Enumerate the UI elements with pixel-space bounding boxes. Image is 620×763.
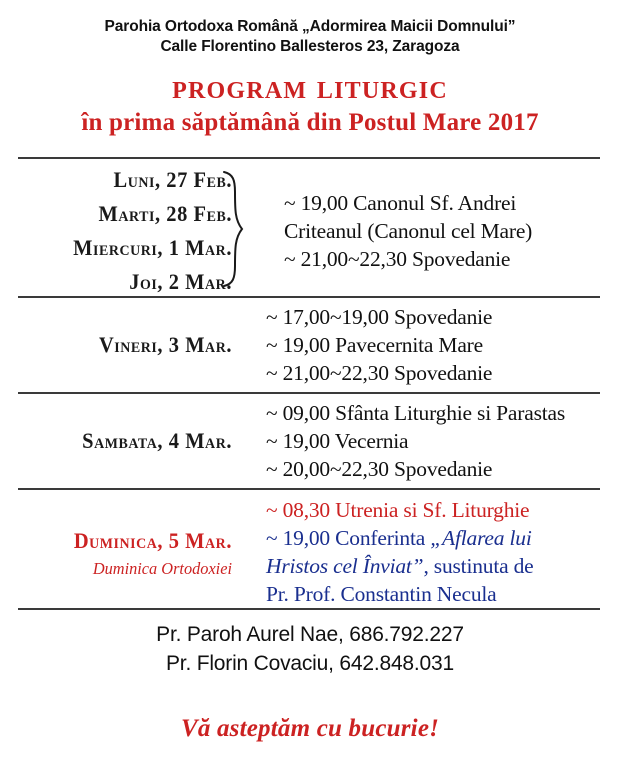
item-column — [240, 189, 600, 273]
schedule-item: ~ 19,00 Pavecernita Mare — [266, 333, 483, 357]
footer — [0, 620, 620, 744]
day-column — [18, 524, 240, 580]
schedule-item: Hristos cel Înviat”, sustinuta de — [266, 554, 534, 578]
parish-name: Parohia Ortodoxa Română „Adormirea Maicii Domnului” — [104, 18, 516, 35]
day-label: Luni, 27 Feb. — [113, 167, 232, 192]
day-sublabel: Duminica Ortodoxiei — [92, 559, 232, 578]
divider-3 — [18, 392, 600, 394]
schedule-item: ~ 09,00 Sfânta Liturghie si Parastas — [266, 401, 566, 425]
page-subtitle: în prima săptămână din Postul Mare 2017 — [81, 109, 539, 136]
header — [0, 0, 620, 57]
schedule-item: ~ 19,00 Vecernia — [266, 429, 409, 453]
schedule-block-friday — [18, 303, 600, 387]
contact-line: Pr. Florin Covaciu, 642.848.031 — [166, 652, 454, 675]
schedule-item: ~ 20,00~22,30 Spovedanie — [266, 457, 493, 481]
schedule-item: ~ 17,00~19,00 Spovedanie — [266, 305, 493, 329]
divider-5 — [18, 608, 600, 610]
day-column — [18, 328, 240, 362]
day-label: Duminica, 5 Mar. — [73, 528, 232, 553]
item-column — [240, 496, 600, 608]
title-block — [0, 70, 620, 138]
schedule-block-saturday — [18, 399, 600, 483]
item-column — [240, 303, 600, 387]
conference-title-italic: „Aflarea lui — [430, 526, 532, 550]
schedule-block-sunday — [18, 496, 600, 608]
schedule-item: ~ 21,00~22,30 Spovedanie — [284, 247, 511, 271]
day-label: Miercuri, 1 Mar. — [73, 235, 232, 260]
item-column — [240, 399, 600, 483]
day-label: Vineri, 3 Mar. — [98, 332, 232, 357]
closing-message: Vă asteptăm cu bucurie! — [180, 715, 440, 742]
conference-title-italic: Hristos cel Înviat” — [266, 554, 424, 578]
divider-4 — [18, 488, 600, 490]
schedule-item: Pr. Prof. Constantin Necula — [266, 582, 497, 606]
schedule-item: ~ 08,30 Utrenia si Sf. Liturghie — [266, 498, 530, 522]
day-column — [18, 163, 240, 299]
schedule-block-mon-thu — [18, 163, 600, 299]
parish-address: Calle Florentino Ballesteros 23, Zaragoza — [160, 38, 460, 55]
day-column — [18, 424, 240, 458]
schedule-item: ~ 19,00 Canonul Sf. Andrei — [284, 191, 517, 215]
contact-line: Pr. Paroh Aurel Nae, 686.792.227 — [156, 623, 464, 646]
schedule-item: ~ 21,00~22,30 Spovedanie — [266, 361, 493, 385]
page-title: program liturgic — [172, 69, 448, 106]
schedule-item: ~ 19,00 Conferinta „Aflarea lui — [266, 526, 532, 550]
schedule-item: Criteanul (Canonul cel Mare) — [284, 219, 533, 243]
day-label: Sambata, 4 Mar. — [82, 428, 232, 453]
day-label: Joi, 2 Mar. — [129, 269, 232, 294]
divider-1 — [18, 157, 600, 159]
day-label: Marti, 28 Feb. — [98, 201, 232, 226]
